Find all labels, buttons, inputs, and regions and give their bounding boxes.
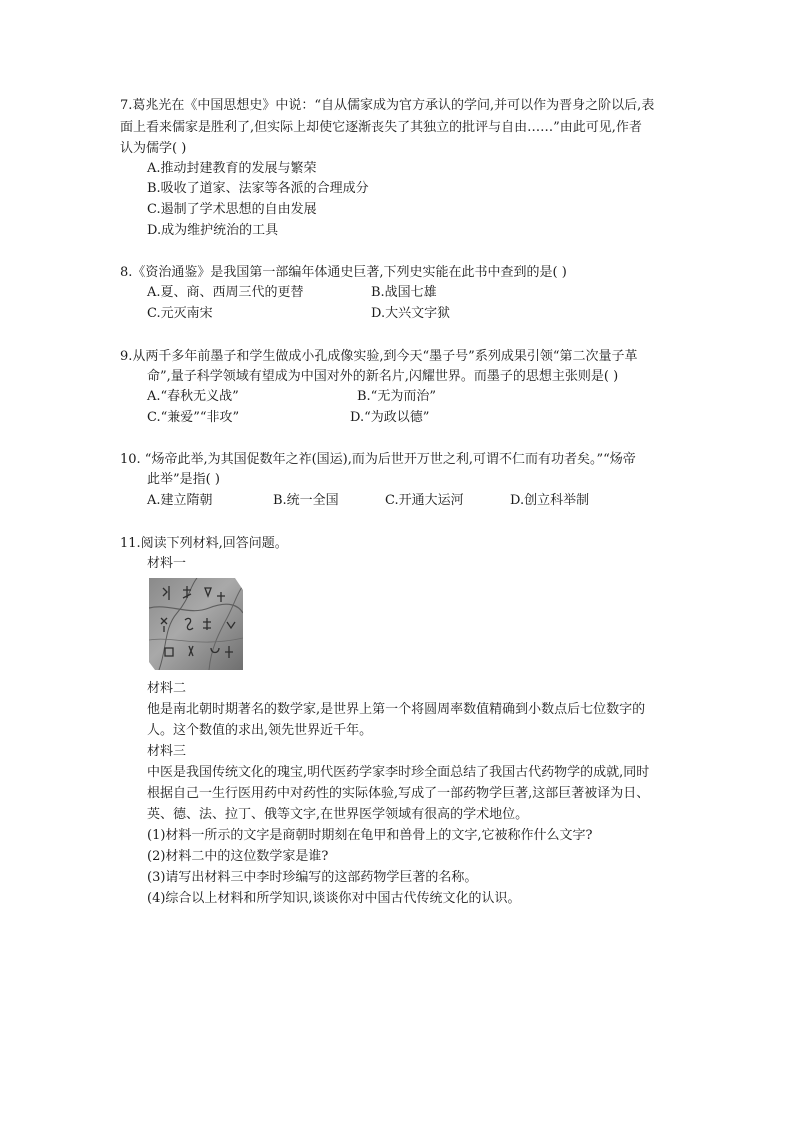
q11-subquestion-1: (1)材料一所示的文字是商朝时期刻在龟甲和兽骨上的文字,它被称作什么文字?: [147, 828, 593, 843]
q11-material3-line2: 根据自己一生行医用药中对药性的实际体验,写成了一部药物学巨著,这部巨著被译为日、: [147, 786, 650, 801]
q8-stem: 8.《资治通鉴》是我国第一部编年体通史巨著,下列史实能在此书中查到的是( ): [120, 265, 567, 280]
q9-option-d: D.“为政以德”: [350, 410, 430, 425]
q8-option-b: B.战国七雄: [371, 285, 437, 300]
q8-option-a: A.夏、商、西周三代的更替: [147, 285, 304, 300]
q11-material3-line3: 英、德、法、拉丁、俄等文字,在世界医学领域有很高的学术地位。: [147, 807, 529, 822]
q10-option-a: A.建立隋朝: [147, 493, 213, 508]
q10-option-b: B.统一全国: [273, 493, 339, 508]
q11-subquestion-3: (3)请写出材料三中李时珍编写的这部药物学巨著的名称。: [147, 870, 478, 885]
q11-stem: 11.阅读下列材料,回答问题。: [120, 536, 288, 551]
q10-stem-line2: 此举”是指( ): [147, 472, 220, 487]
q9-stem-line2: 命”,量子科学领域有望成为中国对外的新名片,闪耀世界。而墨子的思想主张则是( ): [147, 369, 619, 384]
q11-material2-line2: 人。这个数值的求出,领先世界近千年。: [147, 723, 373, 738]
q7-option-c: C.遏制了学术思想的自由发展: [147, 202, 317, 217]
q11-material2-heading: 材料二: [147, 681, 187, 696]
q11-material2-line1: 他是南北朝时期著名的数学家,是世界上第一个将圆周率数值精确到小数点后七位数字的: [147, 702, 646, 717]
q11-subquestion-4: (4)综合以上材料和所学知识,谈谈你对中国古代传统文化的认识。: [147, 891, 521, 906]
q9-option-b: B.“无为而治”: [357, 389, 436, 404]
q7-stem-line3: 认为儒学( ): [120, 141, 187, 156]
q10-stem-line1: 10. “炀帝此举,为其国促数年之祚(国运),而为后世开万世之利,可谓不仁而有功者矣。”“炀帝: [120, 452, 636, 467]
q7-stem-line2: 面上看来儒家是胜利了,但实际上却使它逐渐丧失了其独立的批评与自由……”由此可见,作者: [120, 120, 642, 135]
q11-material3-line1: 中医是我国传统文化的瑰宝,明代医药学家李时珍全面总结了我国古代药物学的成就,同时: [147, 765, 650, 780]
q8-option-c: C.元灭南宋: [147, 306, 213, 321]
q8-option-d: D.大兴文字狱: [371, 306, 451, 321]
q11-subquestion-2: (2)材料二中的这位数学家是谁?: [147, 849, 329, 864]
q7-option-d: D.成为维护统治的工具: [147, 223, 279, 238]
q10-option-c: C.开通大运河: [385, 493, 464, 508]
q9-stem-line1: 9.从两千多年前墨子和学生做成小孔成像实验,到今天“墨子号”系列成果引领“第二次量子革: [120, 349, 638, 364]
q11-material3-heading: 材料三: [147, 744, 187, 759]
q7-stem-line1: 7.葛兆光在《中国思想史》中说：“自从儒家成为官方承认的学问,并可以作为晋身之阶以后,表: [120, 98, 655, 113]
q9-option-a: A.“春秋无义战”: [147, 389, 239, 404]
q9-option-c: C.“兼爱”“非攻”: [147, 410, 240, 425]
oracle-bone-photo: [149, 578, 243, 670]
q10-option-d: D.创立科举制: [510, 493, 590, 508]
q7-option-b: B.吸收了道家、法家等各派的合理成分: [147, 181, 369, 196]
q7-option-a: A.推动封建教育的发展与繁荣: [147, 161, 317, 176]
q11-material1-heading: 材料一: [147, 556, 187, 571]
